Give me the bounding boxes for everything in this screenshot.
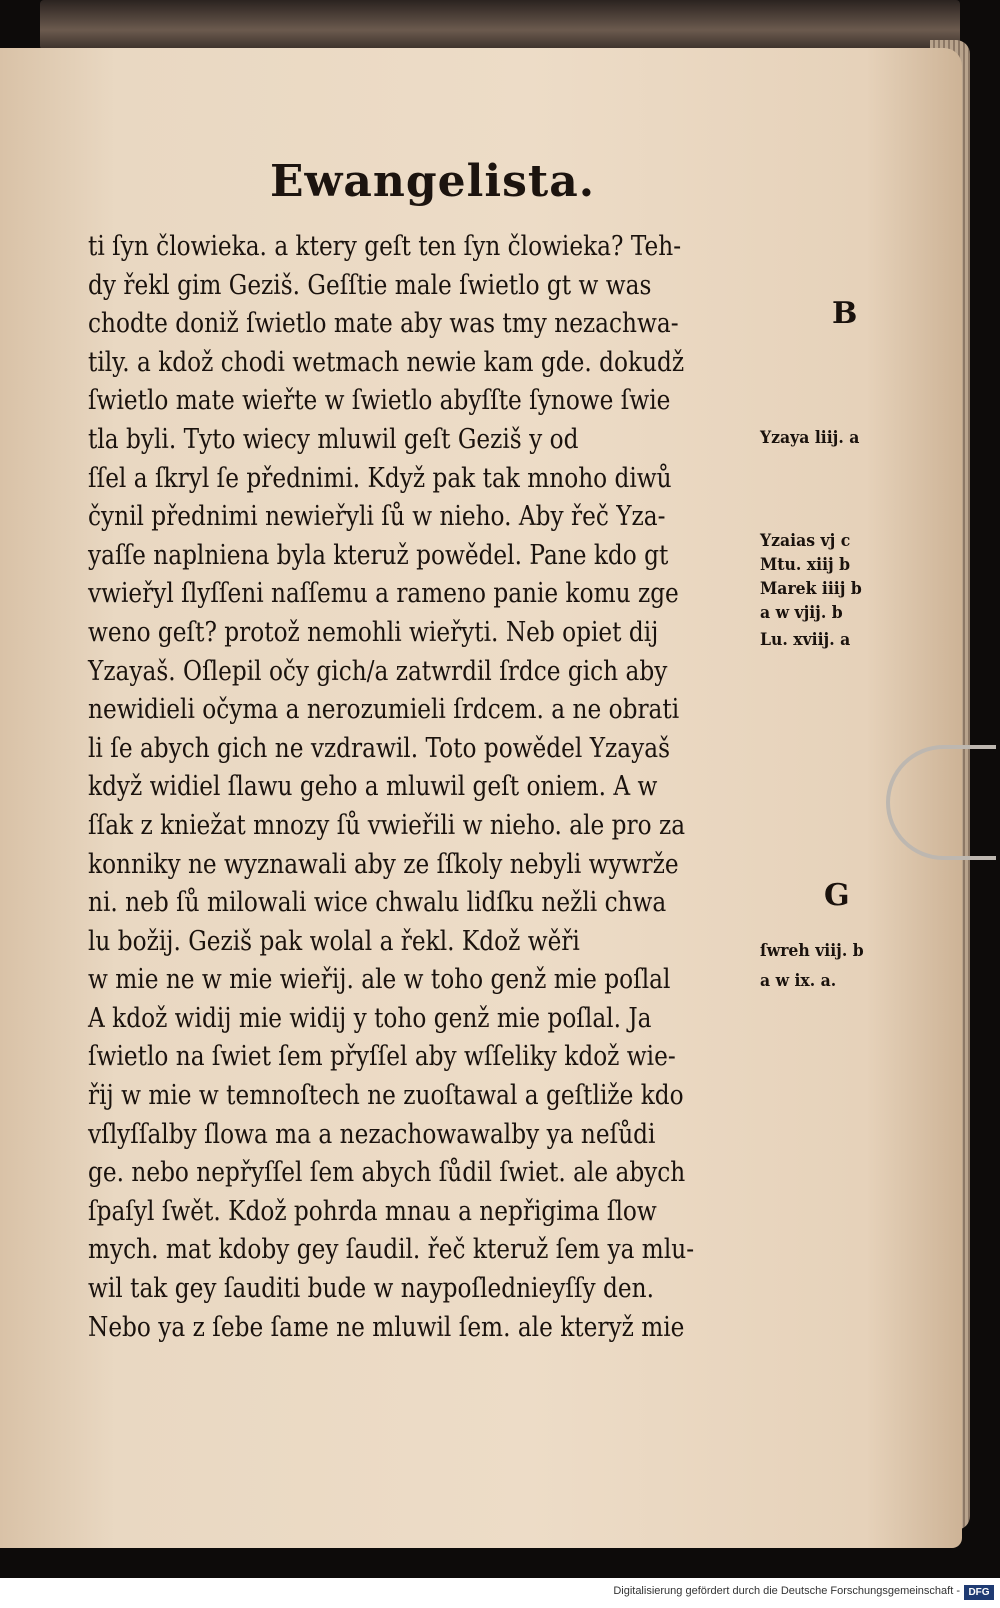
text-line: řij w mie w temnoſtech ne zuoſtawal a geſtliže kdo (88, 1080, 684, 1112)
text-line: ti ſyn člowieka. a ktery geſt ten ſyn člowieka? Teh- (88, 231, 682, 262)
text-line: ge. nebo nepřyſſel ſem abych ſůdil ſwiet. ale abych (88, 1157, 686, 1189)
text-line: ſwietlo na ſwiet ſem přyſſel aby wſſeliky kdož wie- (88, 1041, 676, 1073)
text-line: chodte doniž ſwietlo mate aby was tmy nezachwa- (88, 308, 679, 340)
book-page (0, 48, 962, 1548)
text-line: ni. neb ſů milowali wice chwalu lidſku nežli chwa (88, 887, 667, 919)
margin-note: ſwreh viij. b (760, 941, 864, 961)
dfg-logo: DFG (964, 1585, 994, 1600)
text-line: ſſel a ſkryl ſe přednimi. Když pak tak mnoho diwů (88, 462, 672, 494)
margin-note: a w vjij. b (760, 603, 843, 623)
text-line: yaſſe naplniena byla kteruž powědel. Pane kdo gt (88, 539, 669, 571)
margin-note: Yzaya liij. a (760, 428, 860, 448)
margin-note: Mtu. xiij b (760, 555, 851, 575)
text-line: lu božij. Geziš pak wolal a řekl. Kdož wěři (88, 925, 580, 957)
text-line: konniky ne wyznawali aby ze ſſkoly nebyli wywrže (88, 848, 679, 880)
text-line: tily. a kdož chodi wetmach newie kam gde. dokudž (88, 346, 685, 378)
running-title: Ewangelista. (270, 156, 596, 207)
margin-note: Lu. xviij. a (760, 630, 851, 650)
text-line: mych. mat kdoby gey ſaudil. řeč kteruž ſem ya mlu- (88, 1234, 695, 1266)
section-marker-b: B (832, 296, 858, 331)
book-top-edge (40, 0, 960, 50)
text-line: tla byli. Tyto wiecy mluwil geſt Geziš y od (88, 423, 579, 455)
text-line: vſlyſſalby ſlowa ma a nezachowawalby ya neſůdi (88, 1118, 656, 1150)
margin-note: Marek iiij b (760, 579, 862, 599)
text-line: newidieli očyma a nerozumieli ſrdcem. a ne obrati (88, 694, 680, 726)
funding-credit: Digitalisierung gefördert durch die Deutsche Forschungsgemeinschaft - (613, 1585, 960, 1597)
page-clip (886, 745, 996, 860)
text-line: Nebo ya z ſebe ſame ne mluwil ſem. ale kteryž mie (88, 1311, 685, 1343)
text-line: A kdož widij mie widij y toho genž mie poſlal. Ja (88, 1002, 652, 1034)
text-line: dy řekl gim Geziš. Geſſtie male ſwietlo gt w was (88, 269, 652, 301)
section-marker-g: G (824, 878, 850, 913)
text-line: w mie ne w mie wieřij. ale w toho genž mie poſlal (88, 964, 671, 996)
text-line: weno geſt? protož nemohli wieřyti. Neb opiet dij (88, 616, 659, 648)
footer-bar (0, 1578, 1000, 1608)
text-line: Yzayaš. Oſlepil očy gich/a zatwrdil ſrdce gich aby (88, 655, 668, 687)
text-line: ſpaſyl ſwět. Kdož pohrda mnau a nepřigima ſlow (88, 1195, 657, 1227)
text-line: vwieřyl ſlyſſeni naſſemu a rameno panie komu zge (88, 578, 679, 610)
text-line: ſwietlo mate wieřte w ſwietlo abyſſte ſynowe ſwie (88, 385, 671, 417)
text-line: li ſe abych gich ne vzdrawil. Toto powědel Yzayaš (88, 732, 670, 764)
text-line: wil tak gey ſauditi bude w naypoſlednieyſſy den. (88, 1273, 654, 1305)
body-text (88, 228, 748, 1347)
margin-note: Yzaias vj c (760, 531, 851, 551)
margin-note: a w ix. a. (760, 971, 837, 991)
text-line: čynil přednimi newieřyli ſů w nieho. Aby řeč Yza- (88, 501, 666, 533)
text-line: když widiel ſlawu geho a mluwil geſt oniem. A w (88, 771, 658, 803)
text-line: ſſak z kniežat mnozy ſů vwieřili w nieho. ale pro za (88, 809, 686, 841)
